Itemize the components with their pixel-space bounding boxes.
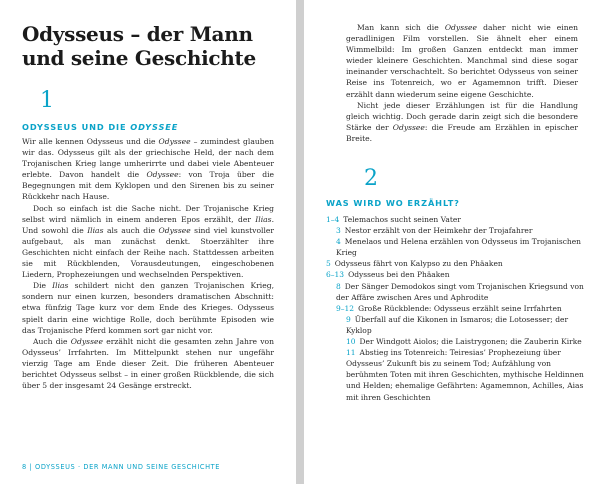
toc-item-number: 5: [326, 259, 331, 269]
body-text: [22, 136, 274, 391]
toc-item: [326, 314, 588, 336]
paragraph: Die Ilias schildert nicht den ganzen Trojanischen Krieg, sondern nur einen kurzen, besonders dramatischen Abschnitt: etwa fünfzig Tage kurz vor dem Ende des Krieges. Odysseus spielt darin eine wichtige Rolle, doch berühmte Episoden wie das Trojanische Pferd kommen sort gar nicht vor.: [22, 281, 274, 335]
section-number: 2: [364, 166, 378, 191]
toc-item-number: 8: [336, 281, 341, 291]
section-heading: ODYSSEUS UND DIE ODYSSEE: [22, 122, 179, 132]
toc-item-text: Abstieg ins Totenreich: Teiresias’ Prophezeiung über Odysseus’ Zukunft bis zu seinem Tod; Aufzählung von berühmten Toten mit ihren Geschichten, mythische Heldinnen und Helden; ehemalige Gefährten: Agamemnon, Achilles, Aias mit ihren Geschichten: [346, 348, 584, 402]
paragraph: Doch so einfach ist die Sache nicht. Der Trojanische Krieg selbst wird nämlich in einem anderen Epos erzählt, der Ilias. Und sowohl die Ilias als auch die Odyssee sind viel kunstvoller aufgebaut, als man zunächst denkt. Stoerzählter ihre Geschichten nicht einfach der Reihe nach. Stattdessen arbeiten sie mit Rückblenden, Vorausdeutungen, eingeschobenen Liedern, Prophezeiungen und wechselnden Perspektiven.: [22, 203, 274, 280]
toc-item: [326, 347, 588, 402]
body-text: [346, 22, 578, 144]
toc-item: [326, 269, 588, 280]
toc-item-text: Überfall auf die Kikonen in Ismaros; die Lotosesser; der Kyklop: [346, 314, 569, 335]
toc-item: [326, 281, 588, 303]
toc-item-text: Der Windgott Aiolos; die Laistrygonen; die Zauberin Kirke: [359, 337, 582, 347]
table-of-contents: [326, 214, 588, 403]
toc-item-text: Nestor erzählt von der Heimkehr der Trojafahrer: [344, 226, 533, 236]
toc-item-number: 4: [336, 237, 341, 247]
toc-item-text: Odysseus bei den Phäaken: [348, 270, 450, 280]
toc-item: [326, 303, 588, 314]
page-footer: [22, 463, 220, 471]
toc-item-number: 9: [346, 314, 351, 324]
section-heading: WAS WIRD WO ERZÄHLT?: [326, 198, 460, 208]
toc-item-number: 3: [336, 226, 341, 236]
page-title: Odysseus – der Mann und seine Geschichte: [22, 22, 256, 70]
paragraph: Nicht jede dieser Erzählungen ist für die Handlung gleich wichtig. Doch gerade darin zeigt sich die besondere Stärke der Odyssee: die Freude am Erzählen in epischer Breite.: [346, 100, 578, 143]
toc-item-number: 1–4: [326, 215, 340, 224]
section-number: 1: [40, 88, 54, 113]
toc-item: [326, 236, 588, 258]
toc-item-number: 6–13: [326, 270, 345, 280]
toc-item-number: 9–12: [336, 303, 355, 313]
running-head: ODYSSEUS · DER MANN UND SEINE GESCHICHTE: [35, 463, 221, 471]
right-page: [304, 0, 600, 484]
left-page: [0, 0, 296, 484]
toc-item: [326, 336, 588, 347]
toc-item: [326, 225, 588, 236]
book-gutter: [296, 0, 304, 484]
toc-item-text: Große Rückblende: Odysseus erzählt seine Irrfahrten: [358, 303, 562, 313]
toc-item-number: 11: [346, 348, 356, 358]
page-number: 8 |: [22, 463, 33, 471]
toc-item: [326, 258, 588, 269]
toc-item-number: 10: [346, 337, 356, 347]
toc-item-text: Odysseus fährt von Kalypso zu den Phäaken: [334, 259, 503, 269]
toc-item-text: Der Sänger Demodokos singt vom Trojanischen Kriegsund von der Affäre zwischen Ares und Aphrodite: [336, 281, 584, 302]
paragraph: Man kann sich die Odyssee daher nicht wie einen geradlinigen Film vorstellen. Sie ähnelt eher einem Wimmelbild: Im großen Ganzen entdeckt man immer wieder kleinere Geschichten. Manchmal sind diese sogar ineinander verschachtelt. So berichtet Odysseus von seiner Reise ins Totenreich, wo er Agamemnon trifft. Dieser erzählt dann wiederum seine eigene Geschichte.: [346, 23, 578, 99]
toc-item: [326, 214, 588, 225]
paragraph: Auch die Odyssee erzählt nicht die gesamten zehn Jahre von Odysseus’ Irrfahrten. Im Mittelpunkt stehen nur ungefähr vierzig Tage am Ende dieser Zeit. Die früheren Abenteuer berichtet Odysseus selbst – in einer großen Rückblende, die sich über 5 der insgesamt 24 Gesänge erstreckt.: [22, 336, 275, 391]
toc-item-text: Menelaos und Helena erzählen von Odysseus im Trojanischen Krieg: [336, 237, 581, 258]
toc-item-text: Telemachos sucht seinen Vater: [343, 215, 461, 224]
paragraph: Wir alle kennen Odysseus und die Odyssee – zumindest glauben wir das. Odysseus gilt als der griechische Held, der nach dem Trojanischen Krieg lange umherirrte und dabei viele Abenteuer erlebte. Davon handelt die Odyssee: von Troja über die Begegnungen mit dem Kyklopen und den Sirenen bis zu seiner Rückkehr nach Hause.: [22, 137, 274, 202]
